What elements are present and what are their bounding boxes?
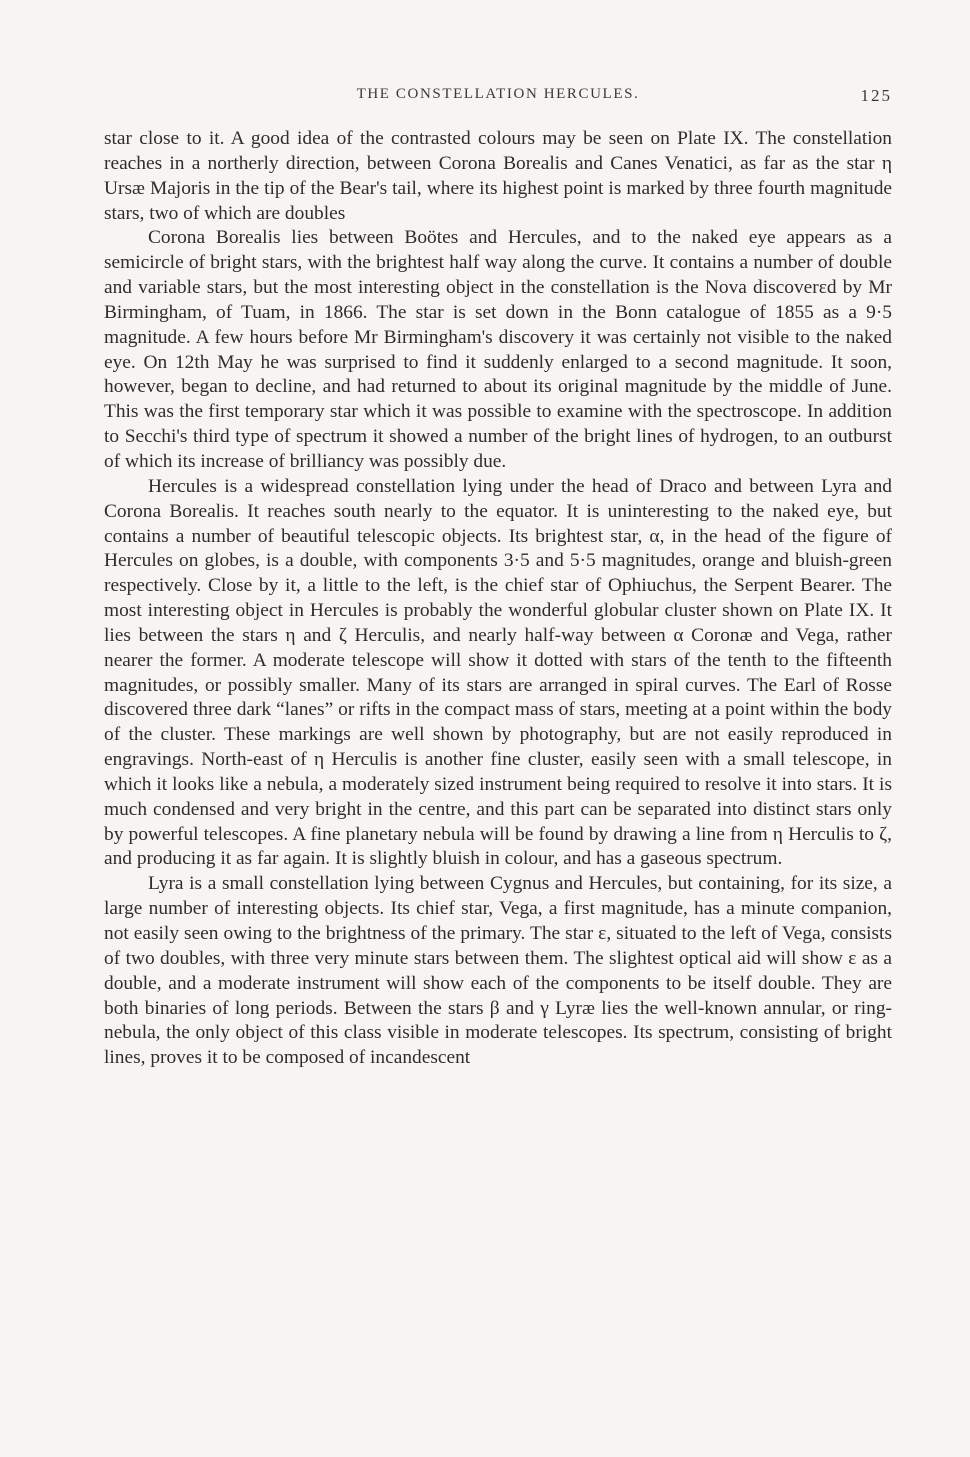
page-number: 125 (860, 86, 892, 105)
body-text (104, 127, 892, 1071)
paragraph-corona-borealis: Corona Borealis lies between Boötes and Hercules, and to the naked eye appears as a semicircle of bright stars, with the brightest half way along the curve. It contains a number of double and variable stars, but the most interesting object in the constellation is the Nova discoverεd by Mr Birmingham, of Tuam, in 1866. The star is set down in the Bonn catalogue of 1855 as a 9·5 magnitude. A few hours before Mr Birmingham's discovery it was certainly not visible to the naked eye. On 12th May he was surprised to find it suddenly enlarged to a second magnitude. It soon, however, began to decline, and had returned to about its original magnitude by the middle of June. This was the first temporary star which it was possible to examine with the spectroscope. In addition to Secchi's third type of spectrum it showed a number of the bright lines of hydrogen, to an outburst of which its increase of brilliancy was possibly due. (104, 227, 892, 472)
running-title: THE CONSTELLATION HERCULES. (356, 86, 640, 102)
running-head (104, 86, 892, 110)
paragraph-continuation: star close to it. A good idea of the contrasted colours may be seen on Plate IX. The constellation reaches in a northerly direction, between Corona Borealis and Canes Venatici, as far as the star η Ursæ Majoris in the tip of the Bear's tail, where its highest point is marked by three fourth magnitude stars, two of which are doubles (104, 128, 892, 224)
paragraph-lyra: Lyra is a small constellation lying between Cygnus and Hercules, but containing, for its size, a large number of interesting objects. Its chief star, Vega, a first magnitude, has a minute companion, not easily seen owing to the brightness of the primary. The star ε, situated to the left of Vega, consists of two doubles, with three very minute stars between them. The slightest optical aid will show ε as a double, and a moderate instrument will show each of the components to be itself double. They are both binaries of long periods. Between the stars β and γ Lyræ lies the well-known annular, or ring-nebula, the only object of this class visible in moderate telescopes. Its spectrum, consisting of bright lines, proves it to be composed of incandescent (104, 873, 892, 1069)
paragraph-hercules: Hercules is a widespread constellation lying under the head of Draco and between Lyra and Corona Borealis. It reaches south nearly to the equator. It is uninteresting to the naked eye, but contains a number of beautiful telescopic objects. Its brightest star, α, in the head of the figure of Hercules on globes, is a double, with components 3·5 and 5·5 magnitudes, orange and bluish-green respectively. Close by it, a little to the left, is the chief star of Ophiuchus, the Serpent Bearer. The most interesting object in Hercules is probably the wonderful globular cluster shown on Plate IX. It lies between the stars η and ζ Herculis, and nearly half-way between α Coronæ and Vega, rather nearer the former. A moderate telescope will show it dotted with stars of the tenth to the fifteenth magnitudes, or possibly smaller. Many of its stars are arranged in spiral curves. The Earl of Rosse discovered three dark “lanes” or rifts in the compact mass of stars, meeting at a point within the body of the cluster. These markings are well shown by photography, but are not easily reproduced in engravings. North-east of η Herculis is another fine cluster, easily seen with a small telescope, in which it looks like a nebula, a moderately sized instrument being required to resolve it into stars. It is much condensed and very bright in the centre, and this part can be separated into distinct stars only by powerful telescopes. A fine planetary nebula will be found by drawing a line from η Herculis to ζ, and producing it as far again. It is slightly bluish in colour, and has a gaseous spectrum. (104, 475, 892, 870)
